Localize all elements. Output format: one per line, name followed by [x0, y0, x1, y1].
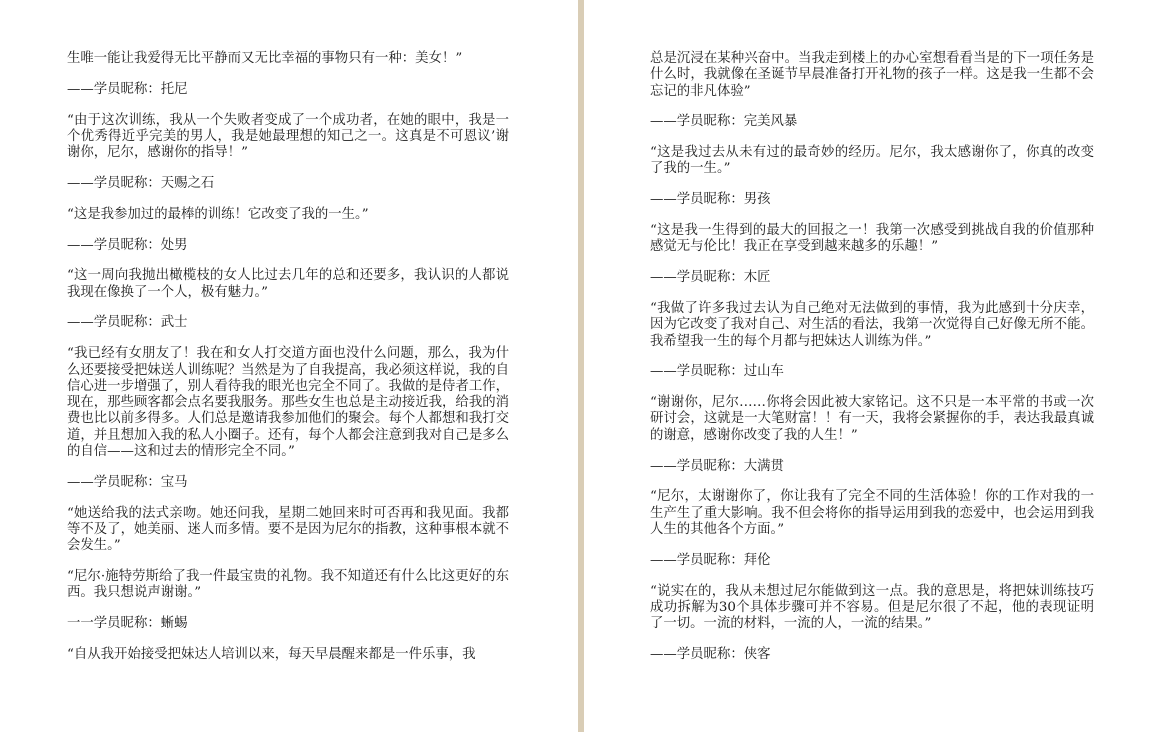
paragraph: “她送给我的法式亲吻。她还问我，星期二她回来时可否再和我见面。我都等不及了，她美丽、迷人而多情。要不是因为尼尔的指教，这种事根本就不会发生。” [67, 505, 509, 554]
attribution: ——学员昵称：过山车 [650, 364, 784, 380]
paragraph: “由于这次训练，我从一个失败者变成了一个成功者，在她的眼中，我是一个优秀得近乎完美的男人，我是她最理想的知己之一。这真是不可恩议’谢谢你，尼尔，感谢你的指导！” [67, 112, 509, 161]
paragraph: “自从我开始接受把妹达人培训以来，每天早晨醒来都是一件乐事，我 [67, 646, 476, 662]
attribution: ——学员昵称：男孩 [650, 192, 771, 208]
paragraph: “我已经有女朋友了！我在和女人打交道方面也没什么问题，那么，我为什么还要接受把妹送人训练呢？当然是为了自我提高，我必须这样说，我的自信心进一步增强了，别人看待我的眼光也完全不同了。我做的是侍者工作，现在，那些顾客都会点名要我服务。那些女生也总是主动接近我，给我的消费也比以前多得多。人们总是邀请我参加他们的聚会。每个人都想和我打交道，并且想加入我的私人小圈子。还有，每个人都会注意到我对自己是多么的自信——这和过去的情形完全不同。” [67, 346, 509, 460]
paragraph: “这一周向我抛出橄榄枝的女人比过去几年的总和还要多，我认识的人都说我现在像换了一个人，极有魅力。” [67, 268, 509, 300]
left-page-text [67, 51, 509, 678]
attribution: 一一学员昵称：蜥蜴 [67, 616, 188, 632]
paragraph: 总是沉浸在某种兴奋中。当我走到楼上的办心室想看看当是的下一项任务是什么时，我就像在圣诞节早晨准备打开礼物的孩子一样。这是我一生都不会忘记的非凡体验” [650, 51, 1094, 99]
paragraph: “这是我过去从未有过的最奇妙的经历。尼尔，我太感谢你了，你真的改变了我的一生。” [650, 145, 1094, 177]
paragraph: “尼尔，太谢谢你了，你让我有了完全不同的生活体验！你的工作对我的一生产生了重大影响。我不但会将你的指导运用到我的恋爱中，也会运用到我人生的其他各个方面。” [650, 489, 1094, 537]
paragraph: “谢谢你，尼尔……你将会因此被大家铭记。这不只是一本平常的书或一次研讨会，这就是一大笔财富！！有一天，我将会紧握你的手，表达我最真诚的谢意，感谢你改变了我的人生！” [650, 395, 1094, 443]
attribution: ——学员昵称：托尼 [67, 81, 188, 97]
right-page-text [650, 51, 1094, 678]
paragraph: 生唯一能让我爱得无比平静而又无比幸福的事物只有一种：美女！” [67, 51, 463, 66]
paragraph: “这是我一生得到的最大的回报之一！我第一次感受到挑战自我的价值那种感觉无与伦比！我正在享受到越来越多的乐趣！” [650, 223, 1094, 255]
left-page [0, 0, 578, 732]
attribution: ——学员昵称：处男 [67, 237, 188, 253]
attribution: ——学员昵称：木匠 [650, 270, 771, 286]
attribution: ——学员昵称：大满贯 [650, 458, 784, 474]
attribution: ——学员昵称：宝马 [67, 474, 188, 490]
attribution: ——学员昵称：侠客 [650, 646, 771, 662]
paragraph: “尼尔·施特劳斯给了我一件最宝贵的礼物。我不知道还有什么比这更好的东西。我只想说声谢谢。” [67, 569, 509, 601]
attribution: ——学员昵称：完美风暴 [650, 114, 798, 130]
attribution: ——学员昵称：武士 [67, 315, 188, 331]
paragraph: “我做了许多我过去认为自己绝对无法做到的事情，我为此感到十分庆幸，因为它改变了我对自己、对生活的看法，我第一次觉得自己好像无所不能。我希望我一生的每个月都与把妹达人训练为伴。” [650, 300, 1094, 349]
right-page [584, 0, 1162, 732]
attribution: ——学员昵称：拜伦 [650, 552, 771, 568]
paragraph: “这是我参加过的最棒的训练！它改变了我的一生。” [67, 206, 369, 222]
attribution: ——学员昵称：天赐之石 [67, 175, 215, 191]
paragraph: “说实在的，我从未想过尼尔能做到这一点。我的意思是，将把妹训练技巧成功拆解为30个具体步骤可并不容易。但是尼尔很了不起，他的表现证明了一切。一流的材料，一流的人，一流的结果。” [650, 583, 1094, 632]
